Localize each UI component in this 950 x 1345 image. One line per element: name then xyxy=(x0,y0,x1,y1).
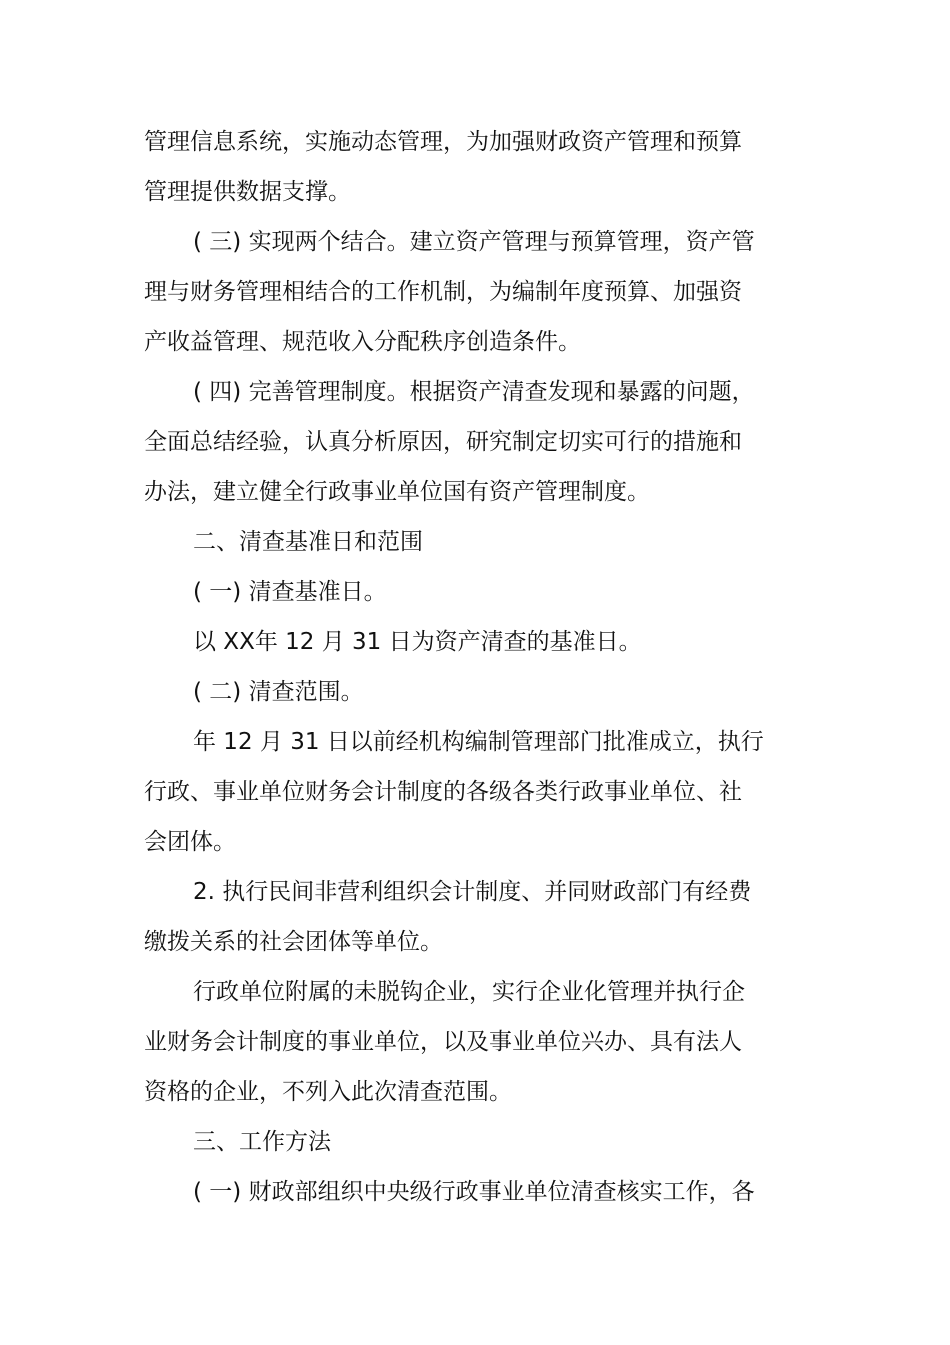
text-line: 管理提供数据支撑。 xyxy=(144,179,351,205)
text-line: 业财务会计制度的事业单位，以及事业单位兴办、具有法人 xyxy=(144,1029,742,1055)
text-line: ( 一) 财政部组织中央级行政事业单位清查核实工作，各 xyxy=(193,1179,755,1205)
text-line: ( 三) 实现两个结合。建立资产管理与预算管理，资产管 xyxy=(193,229,755,255)
section-heading: 二、清查基准日和范围 xyxy=(193,529,423,555)
text-line: 会团体。 xyxy=(144,829,236,855)
section-heading: 三、工作方法 xyxy=(193,1129,331,1155)
subsection-heading: ( 一) 清查基准日。 xyxy=(193,579,387,605)
subsection-heading: ( 二) 清查范围。 xyxy=(193,679,364,705)
text-line: 2. 执行民间非营利组织会计制度、并同财政部门有经费 xyxy=(193,879,752,905)
text-line: 年 12 月 31 日以前经机构编制管理部门批准成立，执行 xyxy=(193,729,764,755)
text-line: 资格的企业，不列入此次清查范围。 xyxy=(144,1079,512,1105)
text-line: 以 XX年 12 月 31 日为资产清查的基准日。 xyxy=(193,629,642,655)
text-line: 全面总结经验，认真分析原因，研究制定切实可行的措施和 xyxy=(144,429,742,455)
text-line: 行政、事业单位财务会计制度的各级各类行政事业单位、社 xyxy=(144,779,742,805)
text-line: 理与财务管理相结合的工作机制，为编制年度预算、加强资 xyxy=(144,279,742,305)
text-line: 产收益管理、规范收入分配秩序创造条件。 xyxy=(144,329,581,355)
text-line: 行政单位附属的未脱钩企业，实行企业化管理并执行企 xyxy=(193,979,745,1005)
text-line: 办法，建立健全行政事业单位国有资产管理制度。 xyxy=(144,479,650,505)
text-line: 缴拨关系的社会团体等单位。 xyxy=(144,929,443,955)
text-line: ( 四) 完善管理制度。根据资产清查发现和暴露的问题， xyxy=(193,379,755,405)
text-line: 管理信息系统，实施动态管理，为加强财政资产管理和预算 xyxy=(144,129,742,155)
